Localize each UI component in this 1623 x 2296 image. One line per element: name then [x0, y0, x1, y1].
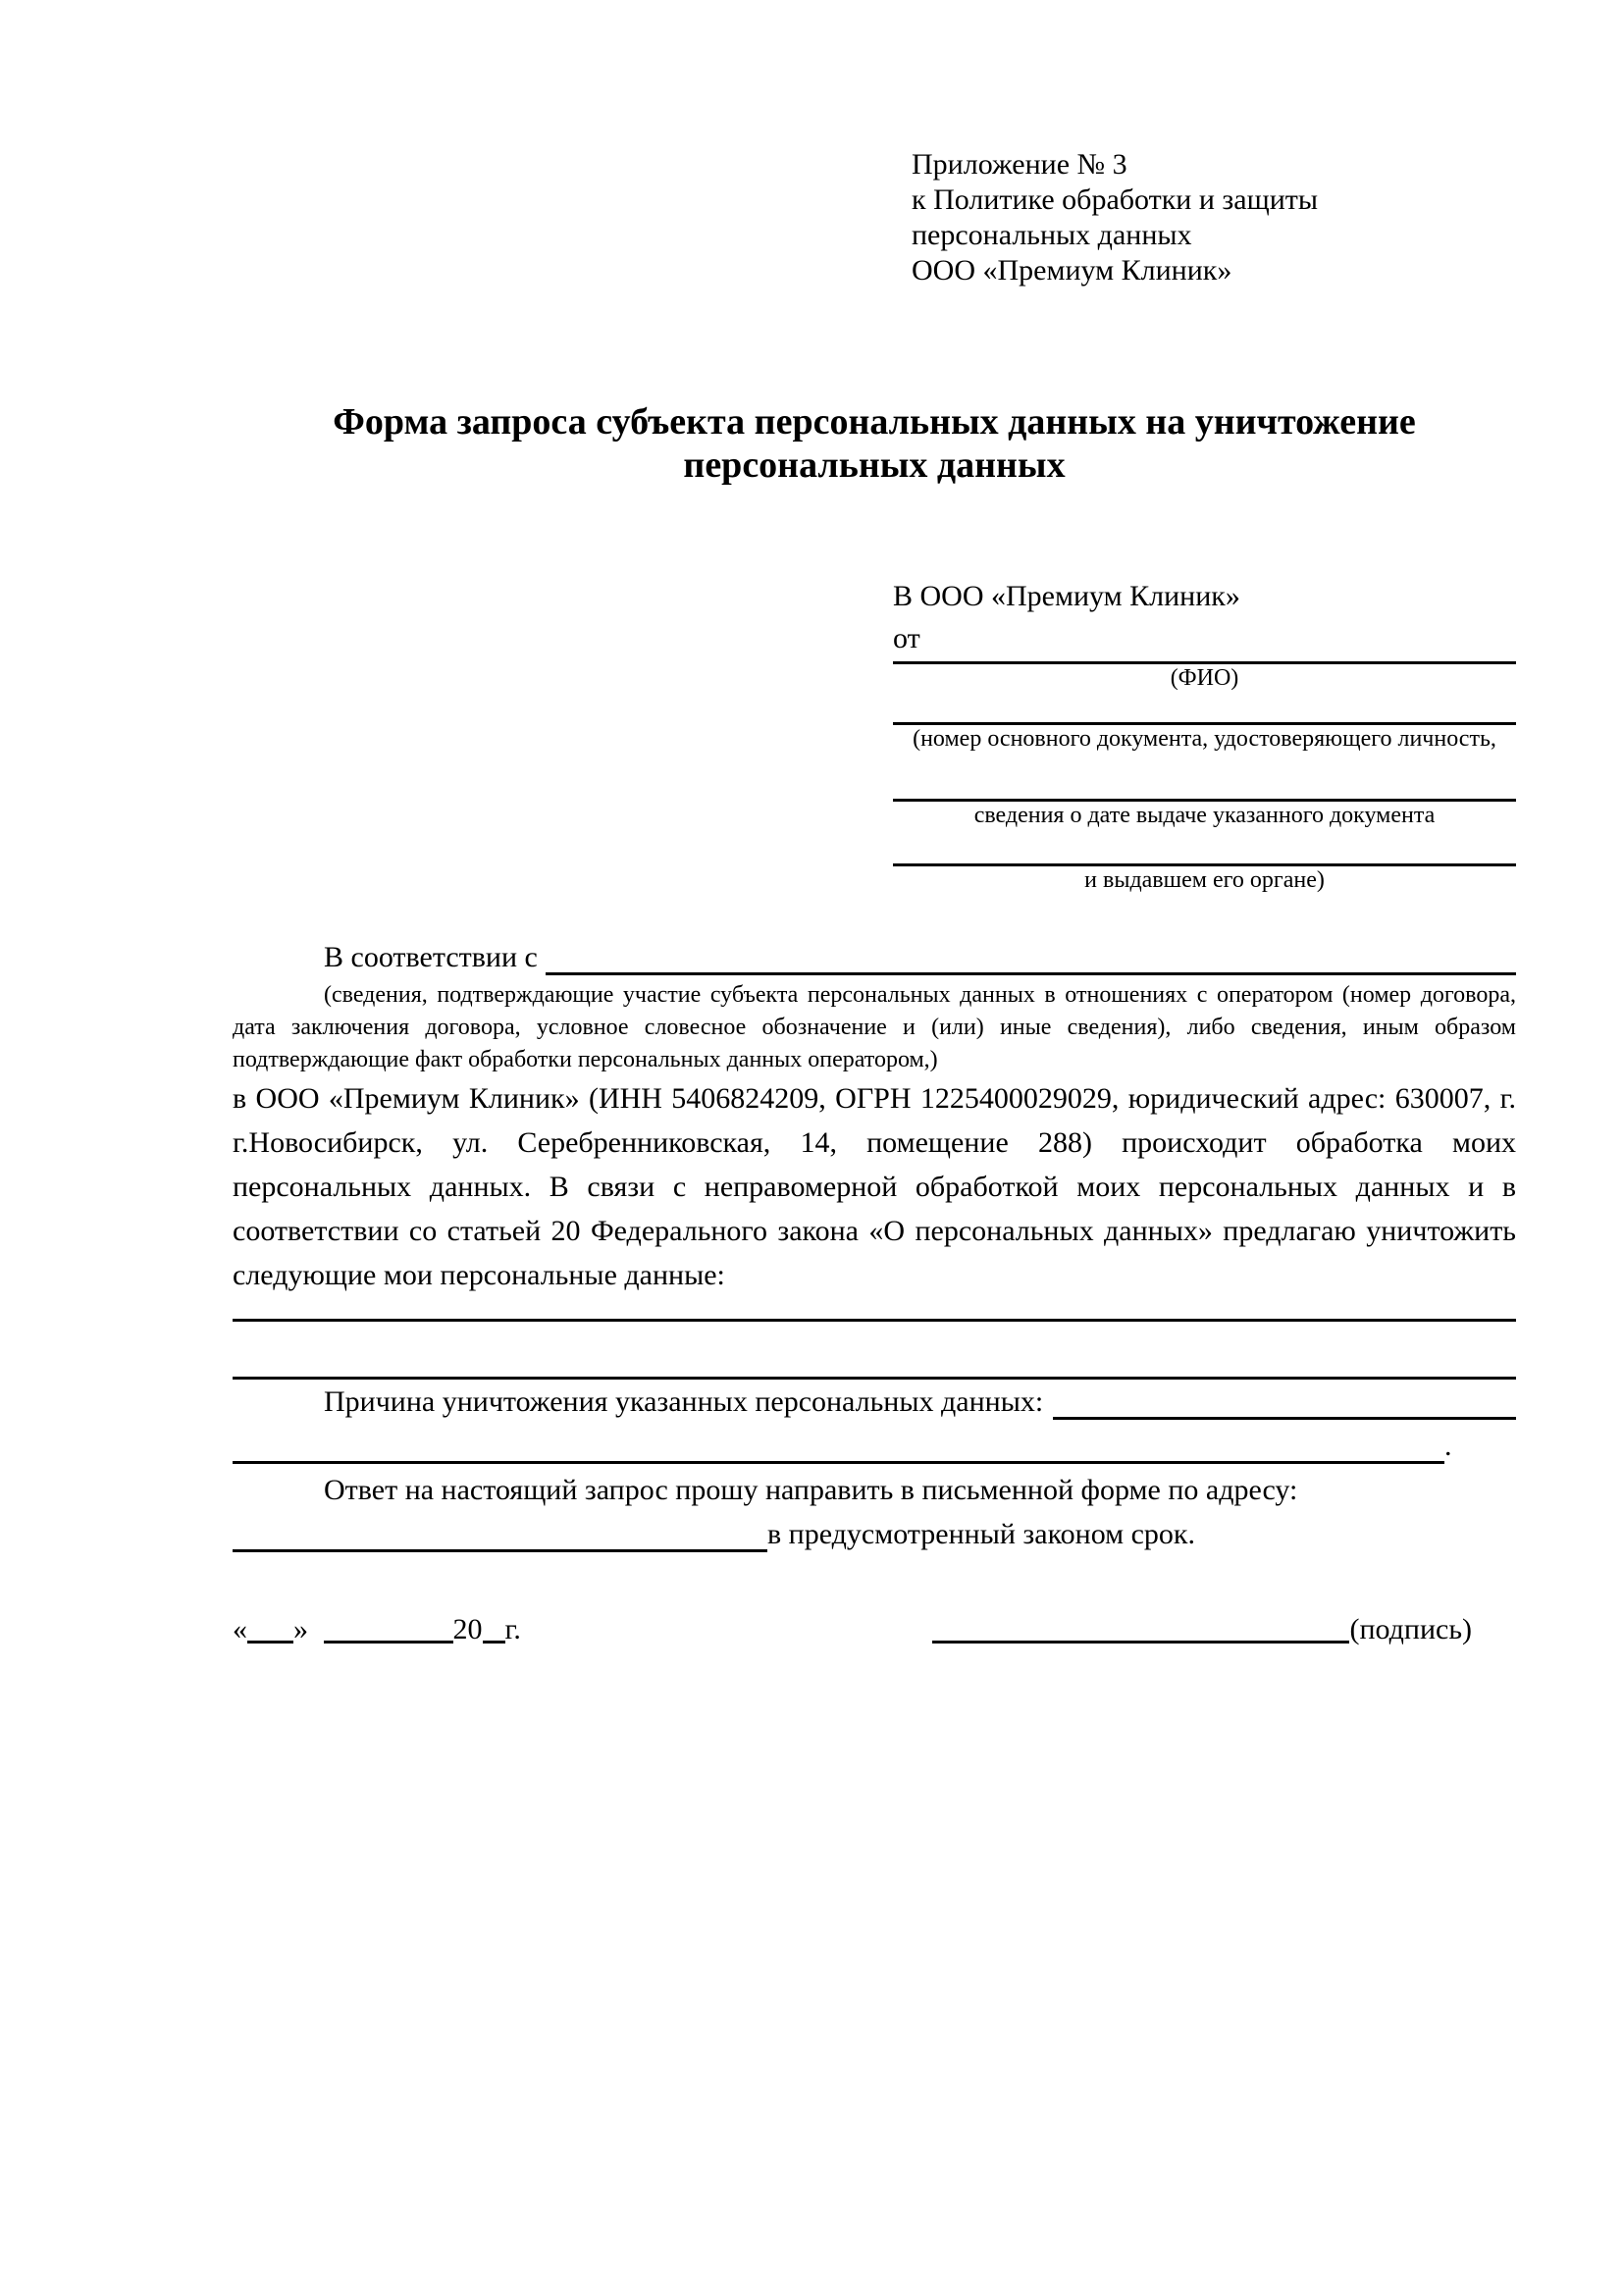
- appendix-header-line: персональных данных: [912, 219, 1192, 251]
- fio-caption: (ФИО): [1170, 665, 1239, 691]
- date-day-blank: [247, 1611, 293, 1644]
- doc-issue-date-field: [893, 797, 1516, 829]
- signature-group: [932, 1607, 1472, 1651]
- document-title-line1: Форма запроса субъекта персональных данных на уничтожение: [333, 401, 1416, 443]
- appendix-header: [912, 147, 1516, 288]
- according-note: (сведения, подтверждающие участие субъекта персональных данных в отношениях с оператором (номер договора, дата заключения договора, условное словесное обозначение и (или) иные сведения), либо сведения, иным образом подтверждающие факт обработки персональных данных оператором,): [233, 982, 1516, 1072]
- according-prefix: В соответствии с: [324, 941, 538, 973]
- addressee-to: В ООО «Премиум Клиник»: [893, 580, 1240, 612]
- footer-row: [233, 1607, 1516, 1651]
- according-blank-line: [546, 935, 1516, 975]
- data-blank-line-2: [233, 1322, 1516, 1380]
- appendix-header-line: ООО «Премиум Клиник»: [912, 254, 1232, 287]
- date-group: [233, 1607, 521, 1651]
- addressee-from-label: от: [893, 622, 920, 654]
- date-year: 20: [452, 1613, 483, 1645]
- document-title-line2: персональных данных: [683, 444, 1066, 486]
- date-quote-close: »: [293, 1613, 308, 1645]
- doc-number-field: [893, 720, 1516, 753]
- fio-field: [893, 659, 1516, 692]
- reason-blank-line: [1053, 1380, 1516, 1420]
- date-month-blank: [324, 1611, 453, 1644]
- doc-number-caption: (номер основного документа, удостоверяющего личность,: [913, 726, 1496, 752]
- address-blank-line: [233, 1512, 767, 1552]
- signature-caption: (подпись): [1349, 1613, 1472, 1645]
- address-row: [233, 1512, 1516, 1556]
- doc-authority-field: [893, 861, 1516, 894]
- addressee-block: [893, 575, 1516, 894]
- document-title: [233, 400, 1516, 487]
- doc-issue-date-caption: сведения о дате выдаче указанного документа: [973, 803, 1436, 828]
- answer-paragraph: Ответ на настоящий запрос прошу направить в письменной форме по адресу:: [324, 1474, 1298, 1506]
- reason-continuation-row: [233, 1424, 1516, 1468]
- period-text: .: [1444, 1430, 1452, 1462]
- data-blank-line-1: [233, 1297, 1516, 1322]
- appendix-header-line: Приложение № 3: [912, 148, 1127, 181]
- reason-label: Причина уничтожения указанных персональных данных:: [324, 1385, 1044, 1418]
- signature-blank-line: [932, 1611, 1349, 1644]
- date-year-suffix: г.: [504, 1613, 521, 1645]
- reason-continuation-blank-line: [233, 1424, 1444, 1464]
- according-row: [233, 935, 1516, 979]
- reason-row: [233, 1380, 1516, 1424]
- date-year-blank: [483, 1611, 505, 1644]
- main-paragraph: в ООО «Премиум Клиник» (ИНН 5406824209, ОГРН 1225400029029, юридический адрес: 630007, г. г.Новосибирск, ул. Серебренниковская, 14, помещение 288) происходит обработка моих персональных данных. В связи с неправомерной обработкой моих персональных данных и в соответствии со статьей 20 Федерального закона «О персональных данных» предлагаю уничтожить следующие мои персональные данные:: [233, 1082, 1516, 1291]
- doc-authority-caption: и выдавшем его органе): [1084, 867, 1325, 893]
- appendix-header-line: к Политике обработки и защиты: [912, 183, 1319, 216]
- date-quote-open: «: [233, 1613, 247, 1645]
- answer-suffix: в предусмотренный законом срок.: [767, 1518, 1195, 1550]
